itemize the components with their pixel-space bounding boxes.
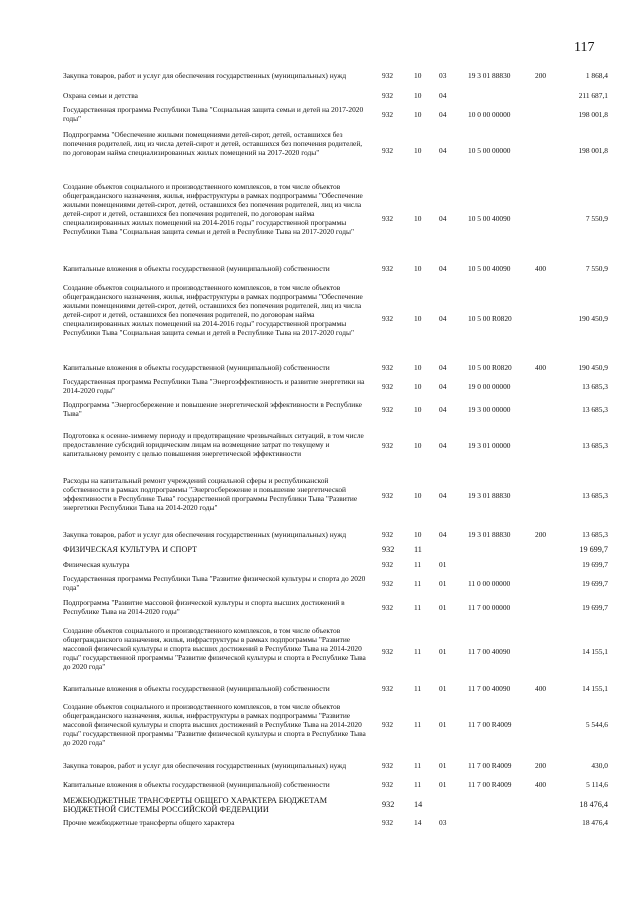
section-code: 10 [414, 314, 422, 323]
ministry-code: 932 [382, 560, 394, 569]
section-code: 10 [414, 363, 422, 372]
expense-type-code: 200 [535, 71, 547, 80]
amount: 13 685,3 [582, 382, 608, 391]
section-code: 11 [414, 720, 422, 729]
row-description: Создание объектов социального и производственного комплексов, в том числе объектов общегражданского назначения, жилья, инфраструктуры в рамках подпрограммы "Обеспечение жилыми помещениями детей-сирот, детей, оставшихся без попечения родителей, лиц из числа детей-сирот и детей, оставшихся без попечения родителей, по договорам найма специализированных жилых помещений на 2014-2016 годы" государственной программы Республики Тыва "Социальная защита семьи и детей в Республике Тыва на 2017-2020 годы" [63, 182, 363, 236]
row-description: Государственная программа Республики Тыва "Социальная защита семьи и детей на 2017-2020 годы" [63, 105, 364, 123]
expense-type-code: 400 [535, 684, 547, 693]
ministry-code: 932 [382, 214, 394, 223]
section-code: 10 [414, 491, 422, 500]
ministry-code: 932 [382, 818, 394, 827]
target-article-code: 10 0 00 00000 [468, 110, 511, 119]
subsection-code: 01 [439, 647, 447, 656]
amount: 198 001,8 [578, 110, 608, 119]
target-article-code: 11 7 00 R4009 [468, 720, 512, 729]
row-description: Капитальные вложения в объекты государственной (муниципальной) собственности [63, 264, 330, 273]
row-description: Подпрограмма "Обеспечение жилыми помещениями детей-сирот, детей, оставшихся без попечения родителей, лиц из числа детей-сирот и детей, оставшихся без попечения родителей, по договорам найма специализированных жилых помещений на 2017-2020 годы" [63, 130, 363, 157]
ministry-code: 932 [382, 545, 395, 554]
section-code: 10 [414, 146, 422, 155]
ministry-code: 932 [382, 314, 394, 323]
section-code: 11 [414, 647, 422, 656]
section-code: 14 [414, 818, 422, 827]
ministry-code: 932 [382, 603, 394, 612]
subsection-code: 04 [439, 363, 447, 372]
row-description: Физическая культура [63, 560, 130, 569]
section-code: 10 [414, 405, 422, 414]
amount: 190 450,9 [578, 363, 608, 372]
row-description: МЕЖБЮДЖЕТНЫЕ ТРАНСФЕРТЫ ОБЩЕГО ХАРАКТЕРА БЮДЖЕТАМ БЮДЖЕТНОЙ СИСТЕМЫ РОССИЙСКОЙ ФЕДЕРАЦИИ [63, 796, 327, 814]
amount: 18 476,4 [579, 800, 608, 809]
subsection-code: 01 [439, 720, 447, 729]
section-code: 11 [414, 545, 422, 554]
section-code: 11 [414, 603, 422, 612]
subsection-code: 04 [439, 441, 447, 450]
subsection-code: 01 [439, 579, 447, 588]
expense-type-code: 400 [535, 780, 547, 789]
row-description: ФИЗИЧЕСКАЯ КУЛЬТУРА И СПОРТ [63, 545, 198, 554]
amount: 13 685,3 [582, 405, 608, 414]
ministry-code: 932 [382, 91, 394, 100]
target-article-code: 11 7 00 40090 [468, 647, 511, 656]
subsection-code: 01 [439, 684, 447, 693]
expense-type-code: 200 [535, 530, 547, 539]
row-description: Капитальные вложения в объекты государственной (муниципальной) собственности [63, 780, 330, 789]
subsection-code: 03 [439, 818, 447, 827]
row-description: Капитальные вложения в объекты государственной (муниципальной) собственности [63, 363, 330, 372]
ministry-code: 932 [382, 720, 394, 729]
subsection-code: 04 [439, 491, 447, 500]
section-code: 10 [414, 214, 422, 223]
ministry-code: 932 [382, 405, 394, 414]
amount: 13 685,3 [582, 441, 608, 450]
row-description: Создание объектов социального и производственного комплексов, в том числе объектов общегражданского назначения, жилья, инфраструктуры в рамках подпрограммы "Развитие массовой физической культуры и спорта высших достижений в Республике Тыва на 2014-2020 годы" государственной программы "Развитие физической культуры и спорта в Республике Тыва до 2020 года" [63, 702, 366, 747]
amount: 211 687,1 [578, 91, 608, 100]
section-code: 10 [414, 382, 422, 391]
amount: 14 155,1 [582, 647, 608, 656]
amount: 430,0 [591, 761, 608, 770]
subsection-code: 04 [439, 214, 447, 223]
subsection-code: 01 [439, 560, 447, 569]
amount: 13 685,3 [582, 491, 608, 500]
amount: 1 868,4 [585, 71, 608, 80]
target-article-code: 11 0 00 00000 [468, 579, 511, 588]
subsection-code: 03 [439, 71, 447, 80]
amount: 19 699,7 [579, 545, 608, 554]
ministry-code: 932 [382, 382, 394, 391]
subsection-code: 04 [439, 530, 447, 539]
target-article-code: 19 3 01 88830 [468, 491, 511, 500]
section-code: 10 [414, 91, 422, 100]
ministry-code: 932 [382, 146, 394, 155]
target-article-code: 10 5 00 R0820 [468, 363, 512, 372]
row-description: Охрана семьи и детства [63, 91, 138, 100]
ministry-code: 932 [382, 441, 394, 450]
subsection-code: 04 [439, 405, 447, 414]
target-article-code: 19 3 01 88830 [468, 530, 511, 539]
row-description: Создание объектов социального и производственного комплексов, в том числе объектов общегражданского назначения, жилья, инфраструктуры в рамках подпрограммы "Развитие массовой физической культуры и спорта высших достижений в Республике Тыва на 2014-2020 годы" государственной программы "Развитие физической культуры и спорта в Республике Тыва до 2020 года" [63, 626, 366, 671]
amount: 19 699,7 [582, 579, 608, 588]
subsection-code: 04 [439, 110, 447, 119]
target-article-code: 19 3 01 00000 [468, 441, 511, 450]
subsection-code: 04 [439, 146, 447, 155]
target-article-code: 10 5 00 40090 [468, 214, 511, 223]
section-code: 10 [414, 71, 422, 80]
ministry-code: 932 [382, 491, 394, 500]
target-article-code: 19 3 00 00000 [468, 405, 511, 414]
section-code: 11 [414, 579, 422, 588]
ministry-code: 932 [382, 800, 395, 809]
section-code: 11 [414, 761, 422, 770]
amount: 14 155,1 [582, 684, 608, 693]
target-article-code: 19 0 00 00000 [468, 382, 511, 391]
row-description: Подпрограмма "Энергосбережение и повышение энергетической эффективности в Республике Тыва" [63, 400, 362, 418]
ministry-code: 932 [382, 761, 394, 770]
row-description: Закупка товаров, работ и услуг для обеспечения государственных (муниципальных) нужд [63, 761, 347, 770]
section-code: 11 [414, 780, 422, 789]
amount: 5 544,6 [585, 720, 608, 729]
expense-type-code: 200 [535, 761, 547, 770]
target-article-code: 11 7 00 R4009 [468, 761, 512, 770]
ministry-code: 932 [382, 579, 394, 588]
amount: 7 550,9 [585, 214, 608, 223]
section-code: 10 [414, 264, 422, 273]
target-article-code: 11 7 00 40090 [468, 684, 511, 693]
section-code: 10 [414, 441, 422, 450]
subsection-code: 01 [439, 761, 447, 770]
target-article-code: 10 5 00 40090 [468, 264, 511, 273]
section-code: 10 [414, 530, 422, 539]
row-description: Создание объектов социального и производственного комплексов, в том числе объектов общегражданского назначения, жилья, инфраструктуры в рамках подпрограммы "Обеспечение жилыми помещениями детей-сирот, детей, оставшихся без попечения родителей, лиц из числа детей-сирот и детей, оставшихся без попечения родителей, по договорам найма специализированных жилых помещений на 2014-2016 годы" государственной программы Республики Тыва "Социальная защита семьи и детей в Республике Тыва на 2017-2020 годы" [63, 283, 363, 337]
row-description: Прочие межбюджетные трансферты общего характера [63, 818, 235, 827]
section-code: 11 [414, 684, 422, 693]
row-description: Государственная программа Республики Тыва "Развитие физической культуры и спорта до 2020 года" [63, 574, 366, 592]
ministry-code: 932 [382, 684, 394, 693]
subsection-code: 04 [439, 264, 447, 273]
amount: 13 685,3 [582, 530, 608, 539]
amount: 7 550,9 [585, 264, 608, 273]
page-number: 117 [574, 40, 595, 55]
row-description: Закупка товаров, работ и услуг для обеспечения государственных (муниципальных) нужд [63, 71, 347, 80]
subsection-code: 04 [439, 382, 447, 391]
ministry-code: 932 [382, 780, 394, 789]
section-code: 10 [414, 110, 422, 119]
section-code: 11 [414, 560, 422, 569]
row-description: Капитальные вложения в объекты государственной (муниципальной) собственности [63, 684, 330, 693]
row-description: Государственная программа Республики Тыва "Энергоэффективность и развитие энергетики на 2014-2020 годы" [63, 377, 365, 395]
amount: 18 476,4 [582, 818, 608, 827]
target-article-code: 11 7 00 00000 [468, 603, 511, 612]
ministry-code: 932 [382, 110, 394, 119]
amount: 5 114,6 [586, 780, 608, 789]
expense-type-code: 400 [535, 264, 547, 273]
row-description: Подпрограмма "Развитие массовой физической культуры и спорта высших достижений в Республике Тыва на 2014-2020 годы" [63, 598, 345, 616]
row-description: Подготовка к осенне-зимнему периоду и предотвращение чрезвычайных ситуаций, в том числе предоставление субсидий юридическим лицам на возмещение затрат по текущему и капитальному ремонту с целью повышения энергетической эффективности [63, 431, 364, 458]
amount: 198 001,8 [578, 146, 608, 155]
subsection-code: 04 [439, 314, 447, 323]
target-article-code: 10 5 00 00000 [468, 146, 511, 155]
ministry-code: 932 [382, 264, 394, 273]
subsection-code: 04 [439, 91, 447, 100]
ministry-code: 932 [382, 363, 394, 372]
row-description: Закупка товаров, работ и услуг для обеспечения государственных (муниципальных) нужд [63, 530, 347, 539]
ministry-code: 932 [382, 647, 394, 656]
target-article-code: 19 3 01 88830 [468, 71, 511, 80]
section-code: 14 [414, 800, 423, 809]
amount: 19 699,7 [582, 603, 608, 612]
subsection-code: 01 [439, 603, 447, 612]
expense-type-code: 400 [535, 363, 547, 372]
ministry-code: 932 [382, 530, 394, 539]
target-article-code: 10 5 00 R0820 [468, 314, 512, 323]
ministry-code: 932 [382, 71, 394, 80]
subsection-code: 01 [439, 780, 447, 789]
amount: 19 699,7 [582, 560, 608, 569]
amount: 190 450,9 [578, 314, 608, 323]
row-description: Расходы на капитальный ремонт учреждений социальной сферы и республиканской собственности в рамках подпрограммы "Энергосбережение и повышение энергетической эффективности в Республике Тыва" государственной программы Республики Тыва "Развитие энергетики Республики Тыва на 2014-2020 годы" [63, 476, 358, 512]
target-article-code: 11 7 00 R4009 [468, 780, 512, 789]
